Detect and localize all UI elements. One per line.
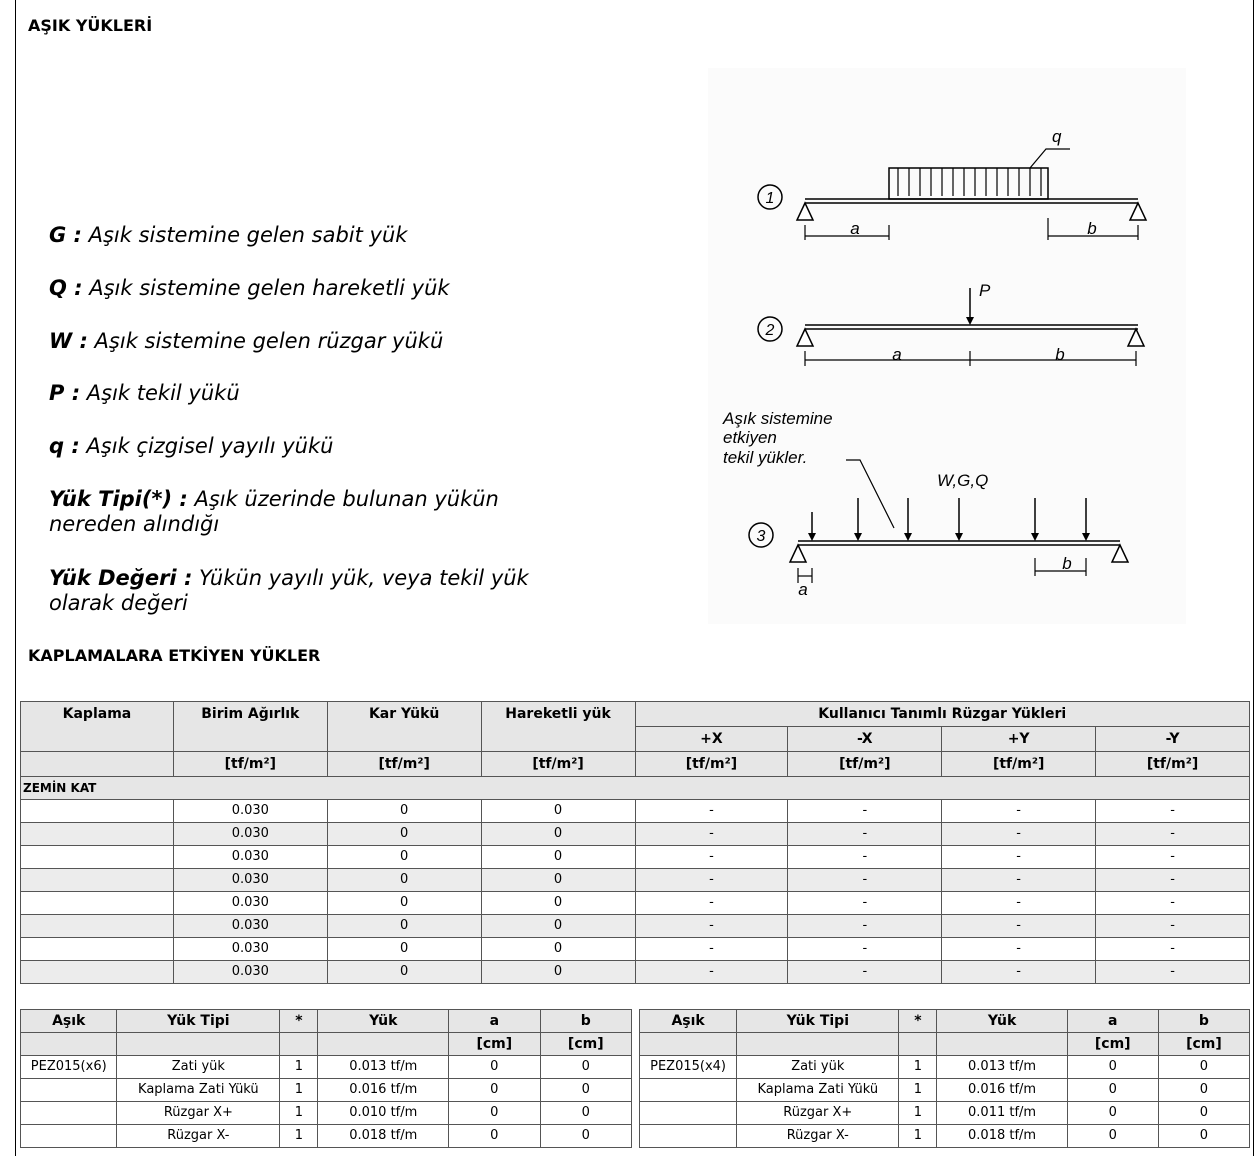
table-cell: 0 xyxy=(540,1056,631,1079)
table-cell: - xyxy=(1096,869,1250,892)
table-cell: - xyxy=(942,961,1096,984)
table-cell: - xyxy=(635,938,788,961)
table-cell: 0.030 xyxy=(173,915,327,938)
case-2-number: 2 xyxy=(765,322,775,339)
table-cell: - xyxy=(942,846,1096,869)
dim-b-label-2: b xyxy=(1055,345,1065,364)
table-cell: - xyxy=(788,915,942,938)
table-cell: 0 xyxy=(481,823,635,846)
legend-text: Aşık sistemine gelen rüzgar yükü xyxy=(87,329,444,353)
table-cell: 0 xyxy=(1067,1079,1158,1102)
table-cell: - xyxy=(635,961,788,984)
table-row xyxy=(640,1125,1250,1148)
table-row xyxy=(21,800,1250,823)
legend-text: Aşık çizgisel yayılı yükü xyxy=(79,434,334,458)
table-cell xyxy=(21,915,174,938)
col-header-kaplama: Kaplama xyxy=(21,702,174,752)
col-header-star: * xyxy=(280,1010,318,1033)
legend-item-yuk-tipi xyxy=(49,487,569,537)
table-cell: 0 xyxy=(1067,1125,1158,1148)
dim-a-label-2: a xyxy=(892,345,902,364)
table-cell: 0 xyxy=(449,1079,540,1102)
table-cell: 0 xyxy=(481,892,635,915)
legend-text: Aşık tekil yükü xyxy=(80,381,240,405)
table-cell: 1 xyxy=(899,1079,937,1102)
table-cell: - xyxy=(1096,823,1250,846)
section-title-kaplamalar: KAPLAMALARA ETKİYEN YÜKLER xyxy=(28,646,321,665)
table-cell: 0 xyxy=(327,800,481,823)
table-cell: - xyxy=(1096,915,1250,938)
table-cell: 0.011 tf/m xyxy=(937,1102,1067,1125)
unit-b: [cm] xyxy=(540,1033,631,1056)
note-line-3: tekil yükler. xyxy=(723,448,808,467)
table-cell: 0 xyxy=(1158,1102,1249,1125)
table-cell: 0 xyxy=(1158,1056,1249,1079)
table-cell: - xyxy=(942,938,1096,961)
legend-key: Q : xyxy=(49,276,83,300)
table-row xyxy=(640,1102,1250,1125)
unit-birim: [tf/m²] xyxy=(173,752,327,777)
legend-key: G : xyxy=(49,223,82,247)
table-cell: - xyxy=(1096,938,1250,961)
table-cell: 0.030 xyxy=(173,800,327,823)
table-cell: - xyxy=(788,892,942,915)
table-cell: - xyxy=(1096,961,1250,984)
col-header-b: b xyxy=(1158,1010,1249,1033)
table-cell xyxy=(21,869,174,892)
table-cell: 1 xyxy=(280,1079,318,1102)
legend-item-g xyxy=(49,223,639,248)
legend-item-w xyxy=(49,329,639,354)
table-cell: 0 xyxy=(327,938,481,961)
table-cell: 0 xyxy=(1158,1079,1249,1102)
table-cell: 1 xyxy=(899,1056,937,1079)
table-cell xyxy=(640,1102,737,1125)
table-cell: - xyxy=(788,846,942,869)
q-label: q xyxy=(1052,127,1062,146)
table-cell: - xyxy=(635,823,788,846)
unit-empty xyxy=(280,1033,318,1056)
legend-text: Aşık üzerinde bulunan yükün nereden alındığı xyxy=(49,487,499,536)
table-cell: - xyxy=(942,869,1096,892)
unit-empty xyxy=(318,1033,449,1056)
dim-a-label-3: a xyxy=(798,580,808,599)
table-cell xyxy=(21,1102,117,1125)
col-header-kar-yuku: Kar Yükü xyxy=(327,702,481,752)
unit-kaplama xyxy=(21,752,174,777)
section-row-zemin-kat: ZEMİN KAT xyxy=(21,777,1250,800)
table-cell: 0 xyxy=(449,1125,540,1148)
unit-a: [cm] xyxy=(1067,1033,1158,1056)
case-3-number: 3 xyxy=(756,528,766,545)
table-cell: PEZ015(x6) xyxy=(21,1056,117,1079)
table-cell: 0 xyxy=(449,1056,540,1079)
table-cell: 0.010 tf/m xyxy=(318,1102,449,1125)
table-cell: 0 xyxy=(327,915,481,938)
table-cell xyxy=(21,1125,117,1148)
col-header-yuk: Yük xyxy=(937,1010,1067,1033)
table-cell: Kaplama Zati Yükü xyxy=(737,1079,899,1102)
col-header-minus-x: -X xyxy=(788,727,942,752)
asik-table-left xyxy=(20,1009,632,1148)
table-cell: Zati yük xyxy=(117,1056,280,1079)
table-cell: 1 xyxy=(280,1102,318,1125)
legend-key: q : xyxy=(49,434,80,458)
table-cell: 0.016 tf/m xyxy=(937,1079,1067,1102)
table-cell: 0.013 tf/m xyxy=(318,1056,449,1079)
table-cell xyxy=(21,961,174,984)
table-cell xyxy=(21,800,174,823)
legend-item-q-line xyxy=(49,434,639,459)
unit-kar: [tf/m²] xyxy=(327,752,481,777)
col-header-plus-y: +Y xyxy=(942,727,1096,752)
table-cell xyxy=(21,823,174,846)
unit-minus-x: [tf/m²] xyxy=(788,752,942,777)
col-header-a: a xyxy=(1067,1010,1158,1033)
unit-hareketli: [tf/m²] xyxy=(481,752,635,777)
table-cell: 0 xyxy=(540,1102,631,1125)
legend-text: Yükün yayılı yük, veya tekil yük olarak değeri xyxy=(49,566,529,615)
col-header-ruzgar-group: Kullanıcı Tanımlı Rüzgar Yükleri xyxy=(635,702,1250,727)
unit-empty xyxy=(117,1033,280,1056)
legend-key: Yük Tipi(*) : xyxy=(49,487,188,511)
table-cell xyxy=(640,1079,737,1102)
table-cell: 0 xyxy=(481,938,635,961)
table-cell: 0 xyxy=(1067,1102,1158,1125)
page-frame-right xyxy=(1253,0,1254,1156)
table-cell: 0 xyxy=(481,869,635,892)
table-row xyxy=(21,869,1250,892)
col-header-yuk-tipi: Yük Tipi xyxy=(737,1010,899,1033)
table-cell: Rüzgar X+ xyxy=(117,1102,280,1125)
case-1-number: 1 xyxy=(765,190,775,207)
table-cell: 0.030 xyxy=(173,892,327,915)
col-header-star: * xyxy=(899,1010,937,1033)
table-cell: 0 xyxy=(540,1079,631,1102)
legend-item-q xyxy=(49,276,639,301)
table-cell: - xyxy=(788,823,942,846)
table-cell xyxy=(21,1079,117,1102)
table-cell: Kaplama Zati Yükü xyxy=(117,1079,280,1102)
unit-empty xyxy=(937,1033,1067,1056)
unit-empty xyxy=(899,1033,937,1056)
col-header-yuk: Yük xyxy=(318,1010,449,1033)
table-cell: - xyxy=(635,800,788,823)
unit-minus-y: [tf/m²] xyxy=(1096,752,1250,777)
legend-text: Aşık sistemine gelen hareketli yük xyxy=(82,276,450,300)
table-cell: Zati yük xyxy=(737,1056,899,1079)
unit-plus-y: [tf/m²] xyxy=(942,752,1096,777)
table-cell: PEZ015(x4) xyxy=(640,1056,737,1079)
table-cell: 0 xyxy=(540,1125,631,1148)
table-cell: 0.030 xyxy=(173,869,327,892)
table-cell: - xyxy=(788,961,942,984)
p-label: P xyxy=(979,281,991,300)
table-cell: - xyxy=(1096,846,1250,869)
table-cell: - xyxy=(1096,800,1250,823)
legend-key: P : xyxy=(49,381,81,405)
table-row xyxy=(21,1125,632,1148)
table-cell: 0 xyxy=(1067,1056,1158,1079)
table-cell: Rüzgar X+ xyxy=(737,1102,899,1125)
table-cell: - xyxy=(942,823,1096,846)
unit-b: [cm] xyxy=(1158,1033,1249,1056)
table-cell: 0 xyxy=(327,961,481,984)
table-cell: 0 xyxy=(481,915,635,938)
table-cell: 0.013 tf/m xyxy=(937,1056,1067,1079)
table-cell: 0.030 xyxy=(173,961,327,984)
kaplama-loads-table xyxy=(20,701,1250,984)
table-cell xyxy=(21,892,174,915)
table-row xyxy=(21,938,1250,961)
table-cell: - xyxy=(635,915,788,938)
table-cell: - xyxy=(788,869,942,892)
unit-a: [cm] xyxy=(449,1033,540,1056)
table-cell: - xyxy=(942,892,1096,915)
table-cell: 0 xyxy=(481,846,635,869)
table-cell: 0 xyxy=(327,823,481,846)
table-cell: 1 xyxy=(280,1125,318,1148)
col-header-b: b xyxy=(540,1010,631,1033)
table-cell: 0.018 tf/m xyxy=(937,1125,1067,1148)
table-cell xyxy=(21,846,174,869)
table-cell xyxy=(640,1125,737,1148)
table-cell: - xyxy=(635,846,788,869)
table-cell: Rüzgar X- xyxy=(117,1125,280,1148)
asik-table-right xyxy=(639,1009,1250,1148)
table-cell: 0 xyxy=(481,800,635,823)
dim-b-label-1: b xyxy=(1087,219,1097,238)
note-line-1: Aşık sistemine xyxy=(723,409,833,428)
dim-b-label-3: b xyxy=(1062,554,1072,573)
unit-empty xyxy=(737,1033,899,1056)
table-cell: 0 xyxy=(327,892,481,915)
table-cell: 0.016 tf/m xyxy=(318,1079,449,1102)
legend-key: Yük Değeri : xyxy=(49,566,193,590)
col-header-a: a xyxy=(449,1010,540,1033)
table-cell: 0 xyxy=(449,1102,540,1125)
unit-plus-x: [tf/m²] xyxy=(635,752,788,777)
table-row xyxy=(21,1056,632,1079)
table-cell: - xyxy=(942,800,1096,823)
kaplama-table-body xyxy=(21,800,1250,984)
table-cell: 0.018 tf/m xyxy=(318,1125,449,1148)
table-row xyxy=(21,1079,632,1102)
legend-item-yuk-degeri xyxy=(49,566,589,616)
table-cell: - xyxy=(635,869,788,892)
table-row xyxy=(640,1079,1250,1102)
table-cell: - xyxy=(788,938,942,961)
table-cell: 0 xyxy=(327,869,481,892)
table-row xyxy=(21,846,1250,869)
legend-key: W : xyxy=(49,329,88,353)
table-row xyxy=(21,961,1250,984)
table-row xyxy=(21,823,1250,846)
unit-empty xyxy=(640,1033,737,1056)
dim-a-label-1: a xyxy=(850,219,860,238)
col-header-birim-agirlik: Birim Ağırlık xyxy=(173,702,327,752)
col-header-yuk-tipi: Yük Tipi xyxy=(117,1010,280,1033)
legend-text: Aşık sistemine gelen sabit yük xyxy=(81,223,408,247)
asik-table-left-body xyxy=(21,1056,632,1148)
col-header-asik: Aşık xyxy=(640,1010,737,1033)
table-cell: - xyxy=(942,915,1096,938)
table-row xyxy=(21,915,1250,938)
wgq-label: W,G,Q xyxy=(937,471,989,490)
table-cell: 0.030 xyxy=(173,938,327,961)
table-row xyxy=(21,892,1250,915)
table-cell: 0 xyxy=(327,846,481,869)
section-title-asik-yukleri: AŞIK YÜKLERİ xyxy=(28,16,153,35)
col-header-hareketli-yuk: Hareketli yük xyxy=(481,702,635,752)
table-cell xyxy=(21,938,174,961)
table-cell: - xyxy=(788,800,942,823)
asik-table-right-body xyxy=(640,1056,1250,1148)
table-cell: 1 xyxy=(280,1056,318,1079)
load-diagram xyxy=(708,68,1186,624)
table-cell: 0 xyxy=(481,961,635,984)
table-cell: - xyxy=(1096,892,1250,915)
page-frame-left xyxy=(15,0,16,1156)
table-cell: 0.030 xyxy=(173,846,327,869)
table-cell: 1 xyxy=(899,1102,937,1125)
col-header-asik: Aşık xyxy=(21,1010,117,1033)
unit-empty xyxy=(21,1033,117,1056)
table-cell: Rüzgar X- xyxy=(737,1125,899,1148)
table-cell: 1 xyxy=(899,1125,937,1148)
table-cell: - xyxy=(635,892,788,915)
legend-item-p xyxy=(49,381,639,406)
table-row xyxy=(21,1102,632,1125)
col-header-minus-y: -Y xyxy=(1096,727,1250,752)
col-header-plus-x: +X xyxy=(635,727,788,752)
table-cell: 0.030 xyxy=(173,823,327,846)
table-row xyxy=(640,1056,1250,1079)
table-cell: 0 xyxy=(1158,1125,1249,1148)
note-line-2: etkiyen xyxy=(723,428,777,447)
